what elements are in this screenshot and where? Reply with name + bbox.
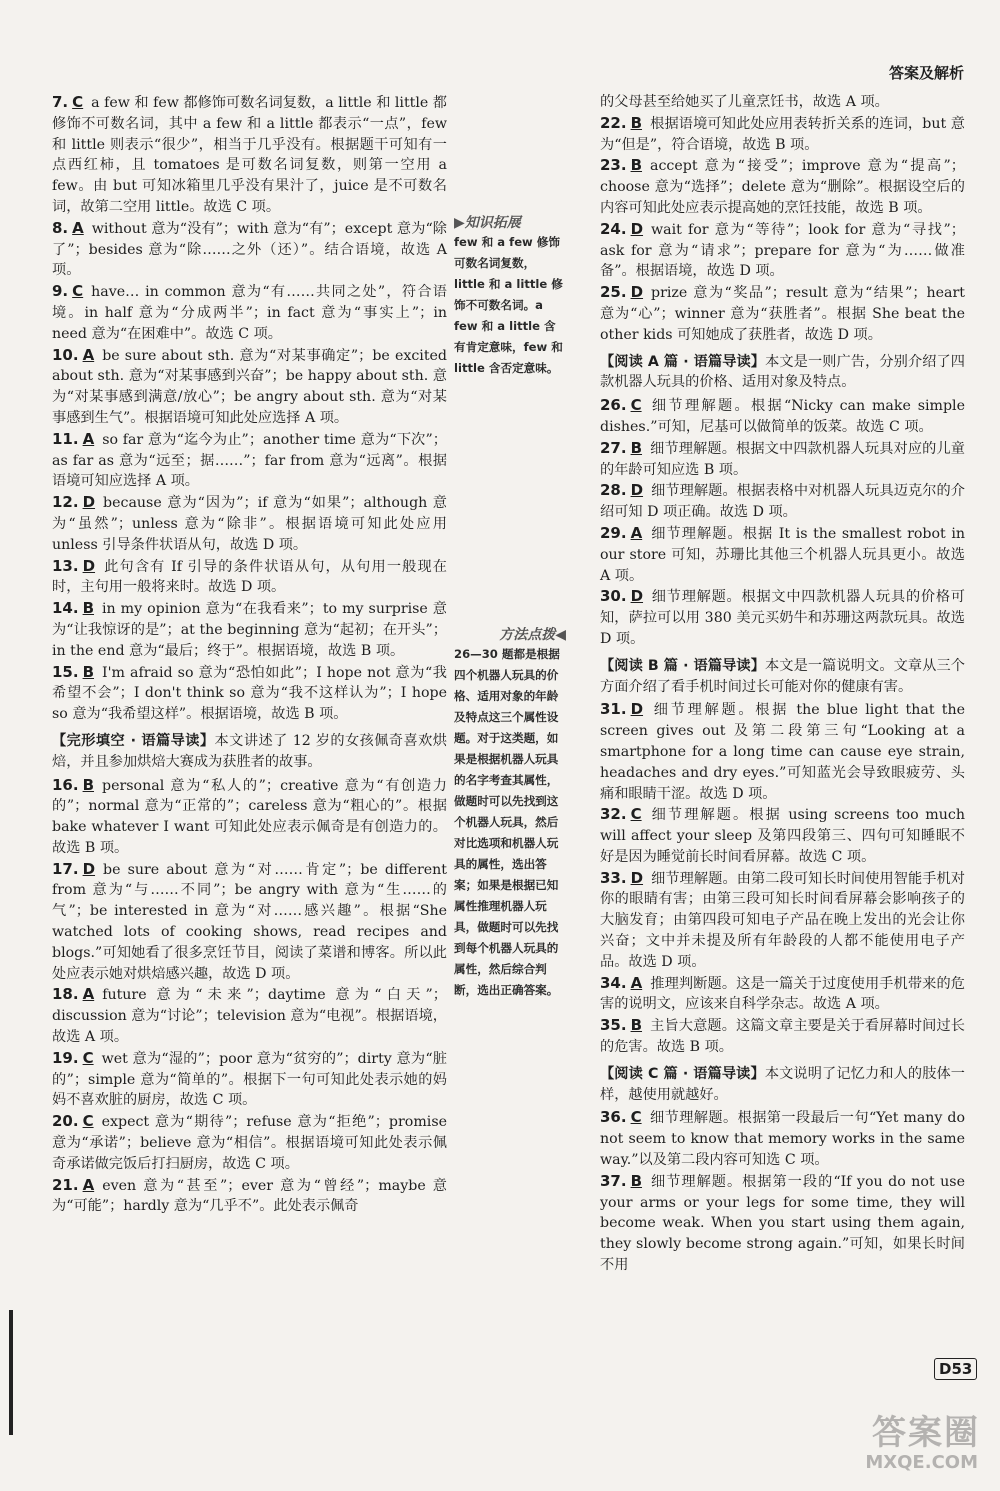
explanation-text: 细节理解题。根据 It is the smallest robot in our store 可知，苏珊比其他三个机器人玩具更小。故选 A 项。 xyxy=(600,525,965,584)
answer-item xyxy=(600,699,965,804)
explanation-text: be sure about sth. 意为“对某事确定”；be excited about sth. 意为“对某事感到兴奋”；be happy about sth. 意为“对某事感到满意/放心”；be angry about sth. 意为“对某事感到生气”。根据语境可知此处应选择 A 项。 xyxy=(52,347,447,426)
answer-letter: D xyxy=(630,481,644,500)
answer-item xyxy=(52,598,447,661)
answer-list-16-21 xyxy=(52,775,447,1218)
explanation-text: 细节理解题。根据文中四款机器人玩具的价格可知，萨拉可以用 380 美元买奶牛和苏珊这两款玩具。故选 D 项。 xyxy=(600,589,965,647)
answer-letter: C xyxy=(630,1108,642,1127)
explanation-text: future 意为“未来”；daytime 意为“白天”；discussion 意为“讨论”；television 意为“电视”。根据语境，故选 A 项。 xyxy=(52,987,447,1046)
answer-letter: C xyxy=(72,93,84,111)
explanation-text: 细节理解题。根据表格中对机器人玩具迈克尔的介绍可知 D 项正确。故选 D 项。 xyxy=(600,483,965,521)
method-tip-text: 26—30 题都是根据四个机器人玩具的价格、适用对象的年龄及特点这三个属性设题。对于这类题，如果是根据机器人玩具的名字考查其属性，做题时可以先找到这个机器人玩具，然后对比选项和机器人玩具的属性，选出答案；如果是根据已知属性推理机器人玩具，做题时可以先找到每个机器人玩具的属性，然后综合判断，选出正确答案。 xyxy=(454,647,560,997)
answer-letter: D xyxy=(630,219,644,238)
answer-letter: C xyxy=(630,396,642,415)
question-number: 24. xyxy=(600,219,627,238)
answer-letter: B xyxy=(630,438,643,457)
explanation-text: even 意为“甚至”；ever 意为“曾经”；maybe 意为“可能”；hardly 意为“几乎不”。此处表示佩奇 xyxy=(52,1177,447,1215)
question-number: 20. xyxy=(52,1112,79,1131)
method-tip-title: 方法点拨◀ xyxy=(499,627,566,643)
watermark-url: MXQE.COM xyxy=(865,1452,978,1473)
answer-letter: D xyxy=(630,283,644,302)
binding-edge-rule xyxy=(9,1310,13,1435)
question-number: 28. xyxy=(600,481,627,500)
explanation-text: 主旨大意题。这篇文章主要是关于看屏幕时间过长的危害。故选 B 项。 xyxy=(600,1018,965,1056)
answer-item xyxy=(600,155,965,218)
answer-item xyxy=(52,662,447,725)
explanation-text: 细节理解题。根据“Nicky can make simple dishes.”可知，尼基可以做简单的饭菜。故选 C 项。 xyxy=(600,398,965,435)
answer-item xyxy=(600,804,965,867)
explanation-text: 此句含有 If 引导的条件状语从句，从句用一般现在时，主句用一般将来时。故选 D 项。 xyxy=(52,558,447,596)
explanation-text: so far 意为“迄今为止”；another time 意为“下次”；as far as 意为“远至；据……”；far from 意为“远离”。根据语境可知应选择 A 项。 xyxy=(52,431,447,490)
answer-letter: D xyxy=(82,556,96,575)
right-column xyxy=(600,92,965,1276)
question-number: 15. xyxy=(52,662,79,681)
question-number: 12. xyxy=(52,493,79,512)
question-number: 8. xyxy=(52,218,69,237)
question-number: 17. xyxy=(52,859,79,878)
explanation-text: 细节理解题。由第二段可知长时间使用智能手机对你的眼睛有害；由第三段可知长时间看屏幕会影响孩子的大脑发育；由第四段可知电子产品在晚上发出的光会让你兴奋；文中并未提及所有年龄段的人都不能使用电子产品。故选 D 项。 xyxy=(600,870,965,970)
answer-item xyxy=(52,859,447,985)
answer-list-36-37 xyxy=(600,1107,965,1275)
question-number: 36. xyxy=(600,1108,627,1127)
answer-item xyxy=(52,218,447,281)
answer-letter: A xyxy=(630,973,643,992)
answer-letter: B xyxy=(82,775,95,794)
page-number: D53 xyxy=(934,1358,977,1380)
watermark-logo: 答案圈 xyxy=(872,1413,980,1453)
cloze-section-header xyxy=(52,731,447,773)
question-number: 35. xyxy=(600,1016,627,1035)
knowledge-tip xyxy=(454,212,566,379)
answer-item xyxy=(52,281,447,344)
answer-item xyxy=(600,438,965,481)
explanation-text: 细节理解题。根据 the blue light that the screen gives out 及第二段第三句“Looking at a smartphone for a long time can cause eye strain, headaches and dry eyes.”可知蓝光会导致眼疲劳、头痛和眼睛干涩。故选 D 项。 xyxy=(600,702,965,802)
explanation-text: 细节理解题。根据第一段最后一句“Yet many do not seem to know that memory works in the same way.”以及第二段内容可知选 C 项。 xyxy=(600,1110,965,1169)
answer-item xyxy=(52,1048,447,1111)
method-tip xyxy=(454,624,566,1001)
explanation-text: 细节理解题。根据文中四款机器人玩具对应的儿童的年龄可知应选 B 项。 xyxy=(600,440,965,478)
explanation-text: in my opinion 意为“在我看来”；to my surprise 意为“让我惊讶的是”；at the beginning 意为“起初；在开头”；in the end 意为“最后；终于”。根据语境，故选 B 项。 xyxy=(52,601,447,659)
answer-item xyxy=(600,1171,965,1276)
answer-list-31-35 xyxy=(600,699,965,1058)
question-number: 26. xyxy=(600,396,627,415)
answer-item xyxy=(600,586,965,649)
answer-letter: A xyxy=(82,985,95,1004)
reading-b-label: 【阅读 B 篇 · 语篇导读】 xyxy=(600,657,766,674)
answer-letter: C xyxy=(82,1112,94,1131)
reading-c-text: 本文说明了记忆力和人的肢体一样，越使用就越好。 xyxy=(600,1065,965,1103)
explanation-text: I'm afraid so 意为“恐怕如此”；I hope not 意为“我希望不会”；I don't think so 意为“我不这样认为”；I hope so 意为“我希望这样”。根据语境，故选 B 项。 xyxy=(52,664,447,723)
answer-item xyxy=(600,395,965,438)
explanation-text: personal 意为“私人的”；creative 意为“有创造力的”；normal 意为“正常的”；careless 意为“粗心的”。根据 bake whatever I want 可知此处应表示佩奇是有创造力的。故选 B 项。 xyxy=(52,777,447,856)
reading-b-text: 本文是一篇说明文。文章从三个方面介绍了看手机时间过长可能对你的健康有害。 xyxy=(600,657,965,695)
left-column xyxy=(52,92,447,1217)
answer-list-22-25 xyxy=(600,113,965,346)
question-number: 10. xyxy=(52,345,79,364)
answer-letter: B xyxy=(630,156,643,175)
reading-c-header xyxy=(600,1064,965,1106)
explanation-text: wait for 意为“等待”；look for 意为“寻找”；ask for 意为“请求”；prepare for 意为“为……做准备”。根据语境，故选 D 项。 xyxy=(600,221,965,280)
answer-list-1-15 xyxy=(52,92,447,725)
reading-a-text: 本文是一则广告，分别介绍了四款机器人玩具的价格、适用对象及特点。 xyxy=(600,353,965,391)
cloze-section-text: 本文讲述了 12 岁的女孩佩奇喜欢烘焙，并且参加烘焙大赛成为获胜者的故事。 xyxy=(52,732,447,770)
answer-letter: A xyxy=(82,1175,95,1194)
question-number: 11. xyxy=(52,429,79,448)
question-number: 31. xyxy=(600,700,627,719)
question-number: 25. xyxy=(600,283,627,302)
answer-letter: D xyxy=(630,587,644,606)
question-number: 21. xyxy=(52,1175,79,1194)
answer-letter: A xyxy=(82,345,95,364)
explanation-text: 细节理解题。根据 using screens too much will affect your sleep 及第四段第三、四句可知睡眠不好是因为睡觉前长时间看屏幕。故选 C 项。 xyxy=(600,807,965,865)
answer-item xyxy=(600,973,965,1016)
answer-letter: A xyxy=(82,429,95,448)
answer-item xyxy=(52,775,447,859)
knowledge-tip-text: few 和 a few 修饰可数名词复数，little 和 a little 修饰不可数名词。a few 和 a little 含有肯定意味，few 和 little 含否定意味。 xyxy=(454,235,563,375)
answer-letter: B xyxy=(82,599,95,618)
question-number: 30. xyxy=(600,587,627,606)
answer-letter: B xyxy=(82,662,95,681)
answer-letter: C xyxy=(630,805,642,824)
answer-letter: B xyxy=(630,1016,643,1035)
answer-letter: D xyxy=(630,700,644,719)
answer-item xyxy=(52,345,447,429)
reading-c-label: 【阅读 C 篇 · 语篇导读】 xyxy=(600,1065,765,1082)
explanation-text: prize 意为“奖品”；result 意为“结果”；heart 意为“心”；winner 意为“获胜者”。根据 She beat the other kids 可知她成了获胜者，故选 D 项。 xyxy=(600,285,965,343)
explanation-text: because 意为“因为”；if 意为“如果”；although 意为“虽然”；unless 意为“除非”。根据语境可知此处应用 unless 引导条件状语从句，故选 D 项。 xyxy=(52,495,447,553)
answer-letter: C xyxy=(82,1048,94,1067)
question-number: 32. xyxy=(600,805,627,824)
page-header: 答案及解析 xyxy=(888,64,964,82)
question-number: 13. xyxy=(52,556,79,575)
answer-item xyxy=(52,1175,447,1218)
answer-item xyxy=(52,492,447,555)
explanation-text: have… in common 意为“有……共同之处”，符合语境。in half 意为“分成两半”；in fact 意为“事实上”；in need 意为“在困难中”。故选 C 项。 xyxy=(52,284,447,342)
question-number: 33. xyxy=(600,868,627,887)
question-number: 23. xyxy=(600,156,627,175)
question-number: 14. xyxy=(52,599,79,618)
answer-list-26-30 xyxy=(600,395,965,650)
answer-item xyxy=(52,429,447,492)
explanation-text: without 意为“没有”；with 意为“有”；except 意为“除了”；besides 意为“除……之外（还）”。结合语境，故选 A 项。 xyxy=(52,220,447,279)
question-number: 9. xyxy=(52,282,69,301)
question-number: 34. xyxy=(600,973,627,992)
question-number: 37. xyxy=(600,1171,627,1190)
continued-text: 的父母甚至给她买了儿童烹饪书，故选 A 项。 xyxy=(600,94,889,110)
answer-letter: A xyxy=(72,218,84,237)
answer-item xyxy=(600,1107,965,1170)
answer-item xyxy=(600,282,965,345)
answer-item xyxy=(600,1015,965,1058)
question-number: 27. xyxy=(600,438,627,457)
reading-a-header xyxy=(600,352,965,394)
explanation-text: expect 意为“期待”；refuse 意为“拒绝”；promise 意为“承诺”；believe 意为“相信”。根据语境可知此处表示佩奇承诺做完饭后打扫厨房，故选 C 项。 xyxy=(52,1114,447,1172)
explanation-text: a few 和 few 都修饰可数名词复数，a little 和 little 都修饰不可数名词，其中 a few 和 a little 都表示“一点”，few 和 little 则表示“很少”，相当于几乎没有。根据题干可知有一点西红柿，且 tomatoes 是可数名词复数，则第一空用 a few。由 but 可知冰箱里几乎没有果汁了，juice 是不可数名词，故第二空用 little。故选 C 项。 xyxy=(52,95,447,215)
answer-item xyxy=(52,92,447,218)
answer-item xyxy=(52,1111,447,1174)
question-number: 29. xyxy=(600,523,627,542)
question-number: 19. xyxy=(52,1048,79,1067)
question-number: 16. xyxy=(52,775,79,794)
answer-letter: B xyxy=(630,113,643,132)
reading-b-header xyxy=(600,656,965,698)
explanation-text: be sure about 意为“对……肯定”；be different from 意为“与……不同”；be angry with 意为“生……的气”；be interested in 意为“对……感兴趣”。根据“She watched lots of cooking shows, read recipes and blogs.”可知她看了很多烹饪节目，阅读了菜谱和博客。所以此处应表示她对烘焙感兴趣，故选 D 项。 xyxy=(52,861,447,982)
knowledge-tip-title: ▶知识拓展 xyxy=(454,215,521,231)
answer-item xyxy=(600,523,965,586)
answer-item xyxy=(52,556,447,599)
reading-a-label: 【阅读 A 篇 · 语篇导读】 xyxy=(600,353,766,370)
answer-letter: D xyxy=(82,859,96,878)
answer-item xyxy=(600,219,965,282)
answer-letter: C xyxy=(72,282,84,301)
explanation-text: 推理判断题。这是一篇关于过度使用手机带来的危害的说明文，应该来自科学杂志。故选 A 项。 xyxy=(600,975,965,1013)
answer-letter: A xyxy=(630,523,643,542)
answer-item xyxy=(52,984,447,1047)
explanation-text: 根据语境可知此处应用表转折关系的连词，but 意为“但是”，符合语境，故选 B 项。 xyxy=(600,115,965,153)
cloze-section-label: 【完形填空 · 语篇导读】 xyxy=(52,732,215,749)
question-number: 22. xyxy=(600,113,627,132)
question-number: 7. xyxy=(52,93,69,111)
question-number: 18. xyxy=(52,985,79,1004)
answer-letter: B xyxy=(630,1171,643,1190)
answer-item xyxy=(600,480,965,523)
answer-item xyxy=(600,868,965,973)
explanation-text: accept 意为“接受”；improve 意为“提高”；choose 意为“选择”；delete 意为“删除”。根据设空后的内容可知此处应表示提高她的烹饪技能，故选 B 项。 xyxy=(600,158,965,216)
answer-item xyxy=(600,113,965,156)
explanation-text: 细节理解题。根据第一段的“If you do not use your arms or your legs for some time, they will become weak. When you start using them again, they slowly become strong again.”可知，如果长时间不用 xyxy=(600,1173,965,1274)
answer-letter: D xyxy=(630,868,644,887)
answer-letter: D xyxy=(82,493,96,512)
explanation-text: wet 意为“湿的”；poor 意为“贫穷的”；dirty 意为“脏的”；simple 意为“简单的”。根据下一句可知此处表示她的妈妈不喜欢脏的厨房，故选 C 项。 xyxy=(52,1050,447,1109)
